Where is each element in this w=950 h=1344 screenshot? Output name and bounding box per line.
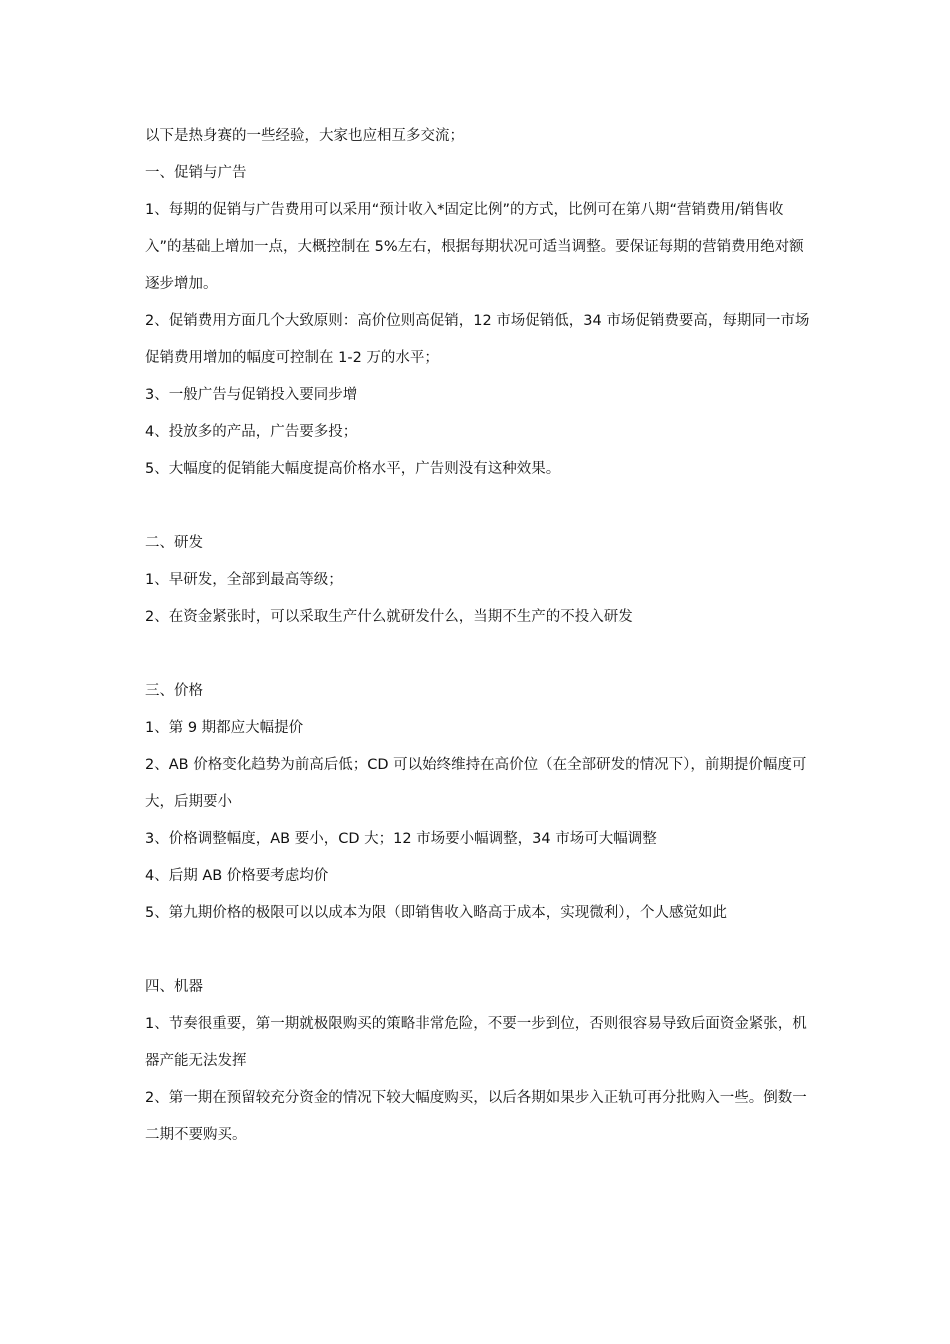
price-item-5: 5、第九期价格的极限可以以成本为限（即销售收入略高于成本，实现微利），个人感觉如此 [145, 905, 727, 921]
promotion-item-4: 4、投放多的产品，广告要多投； [145, 424, 358, 440]
document-body [145, 118, 813, 1154]
price-item-3: 3、价格调整幅度，AB 要小，CD 大；12 市场要小幅调整，34 市场可大幅调整 [145, 831, 657, 847]
machines-item-2: 2、第一期在预留较充分资金的情况下较大幅度购买，以后各期如果步入正轨可再分批购入一些。倒数一二期不要购买。 [145, 1090, 807, 1143]
section-heading-rnd: 二、研发 [145, 535, 203, 551]
rnd-item-2: 2、在资金紧张时，可以采取生产什么就研发什么，当期不生产的不投入研发 [145, 609, 633, 625]
rnd-item-1: 1、早研发，全部到最高等级； [145, 572, 343, 588]
price-item-1: 1、第 9 期都应大幅提价 [145, 720, 304, 736]
section-heading-machines: 四、机器 [145, 979, 203, 995]
promotion-item-3: 3、一般广告与促销投入要同步增 [145, 387, 358, 403]
promotion-item-1: 1、每期的促销与广告费用可以采用“预计收入*固定比例”的方式，比例可在第八期“营销费用/销售收入”的基础上增加一点，大概控制在 5%左右，根据每期状况可适当调整。要保证每期的营销费用绝对额逐步增加。 [145, 202, 804, 292]
price-item-4: 4、后期 AB 价格要考虑均价 [145, 868, 329, 884]
intro-text: 以下是热身赛的一些经验，大家也应相互多交流； [145, 128, 464, 144]
promotion-item-5: 5、大幅度的促销能大幅度提高价格水平，广告则没有这种效果。 [145, 461, 561, 477]
section-spacer [145, 932, 813, 969]
section-spacer [145, 636, 813, 673]
price-item-2: 2、AB 价格变化趋势为前高后低；CD 可以始终维持在高价位（在全部研发的情况下），前期提价幅度可大，后期要小 [145, 757, 807, 810]
section-heading-price: 三、价格 [145, 683, 203, 699]
promotion-item-2: 2、促销费用方面几个大致原则：高价位则高促销，12 市场促销低，34 市场促销费要高，每期同一市场促销费用增加的幅度可控制在 1-2 万的水平； [145, 313, 810, 366]
section-spacer [145, 488, 813, 525]
section-heading-promotion: 一、促销与广告 [145, 165, 247, 181]
machines-item-1: 1、节奏很重要，第一期就极限购买的策略非常危险，不要一步到位，否则很容易导致后面资金紧张，机器产能无法发挥 [145, 1016, 807, 1069]
